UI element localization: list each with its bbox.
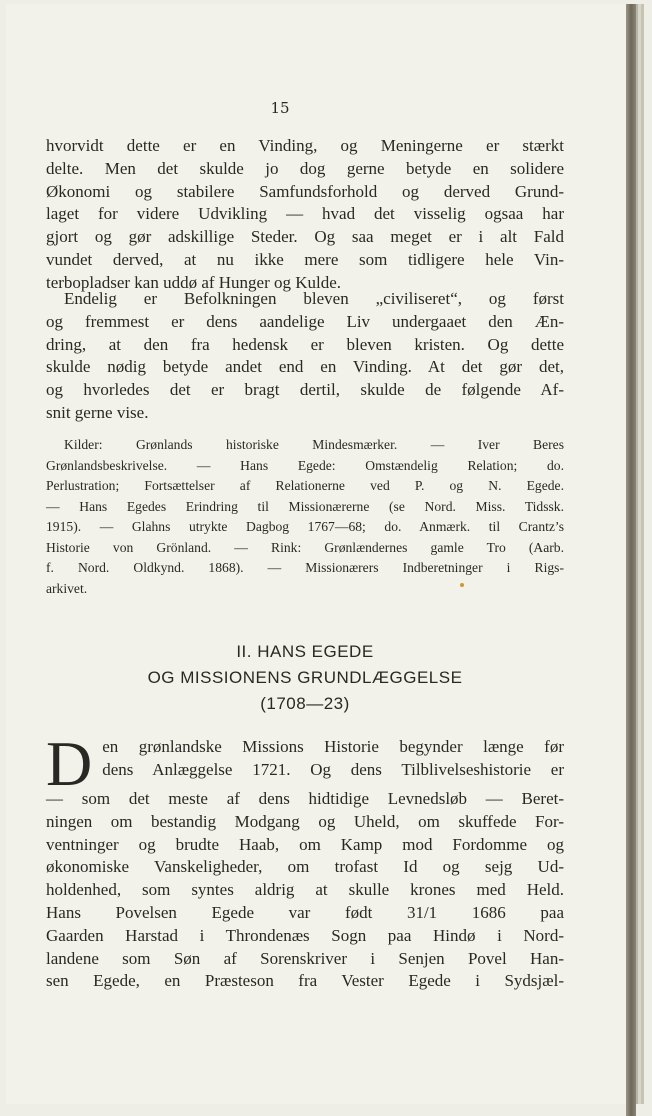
text-line: hvorvidt dette er en Vinding, og Meningerne er stærkt	[46, 136, 564, 155]
text-line: Gaarden Harstad i Throndenæs Sogn paa Hindø i Nord-	[46, 925, 564, 945]
text-line: ventninger og brudte Haab, om Kamp mod Fordomme og	[46, 834, 564, 854]
text-line: laget for videre Udvikling — hvad det visselig ogsaa har	[46, 204, 564, 224]
text-line: en grønlandske Missions Historie begynder længe før	[102, 737, 564, 756]
chapter-heading	[46, 642, 564, 714]
text-line: 1915). — Glahns utrykte Dagbog 1767—68; do. Anmærk. til Crantz’s	[46, 519, 564, 534]
text-line: delte. Men det skulde jo dog gerne betyde en solidere	[46, 158, 564, 178]
text-line: Endelig er Befolkningen bleven „civiliseret“, og først	[64, 289, 564, 308]
text-line: gjort og gør adskillige Steder. Og saa meget er i alt Fald	[46, 227, 564, 247]
text-line: Perlustration; Fortsættelser af Relationerne ved P. og N. Egede.	[46, 478, 564, 493]
text-line: holdenhed, som syntes aldrig at skulle krones med Held.	[46, 880, 564, 900]
text-line: sen Egede, en Præsteson fra Vester Egede i Sydsjæl-	[46, 971, 564, 991]
text-line: terbopladser kan uddø af Hunger og Kulde.	[46, 272, 342, 292]
chapter-number-title: II. HANS EGEDE	[236, 642, 374, 661]
text-line: ningen om bestandig Modgang og Uheld, om skuffede For-	[46, 811, 564, 831]
second-paragraph	[46, 288, 564, 425]
page-edge	[626, 4, 636, 1116]
text-line: og fremmest er dens aandelige Liv undergaaet den Æn-	[46, 311, 564, 331]
text-line: snit gerne vise.	[46, 402, 149, 422]
chapter-subtitle: OG MISSIONENS GRUNDLÆGGELSE	[147, 668, 463, 687]
text-line: Historie von Grönland. — Rink: Grønlændernes gamle Tro (Aarb.	[46, 539, 564, 555]
text-line: Økonomi og stabilere Samfundsforhold og derved Grund-	[46, 181, 564, 201]
text-line: arkivet.	[46, 580, 88, 596]
text-line: Grønlandsbeskrivelse. — Hans Egede: Omstændelig Relation; do.	[46, 457, 564, 473]
text-line: og hvorledes det er bragt dertil, skulde de følgende Af-	[46, 380, 564, 400]
intro-paragraph	[46, 135, 564, 295]
sources-note	[46, 435, 564, 599]
text-line: vundet derved, at nu ikke mere som tidligere hele Vin-	[46, 249, 564, 269]
text-line: dens Anlæggelse 1721. Og dens Tilblivelseshistorie er	[102, 759, 564, 779]
text-line: skulde nødig betyde andet end en Vinding. At det gør det,	[46, 357, 564, 377]
text-line: Hans Povelsen Egede var født 31/1 1686 paa	[46, 902, 564, 922]
text-line: landene som Søn af Sorenskriver i Senjen Povel Han-	[46, 948, 564, 968]
drop-cap: D	[46, 728, 93, 799]
body-text	[46, 728, 564, 993]
text-line: — Hans Egedes Erindring til Missionærerne (se Nord. Miss. Tidssk.	[46, 498, 564, 514]
ink-speck	[460, 583, 464, 587]
page-number: 15	[270, 99, 290, 117]
text-line: Kilder: Grønlands historiske Mindesmærker. — Iver Beres	[64, 437, 564, 452]
text-line: — som det meste af dens hidtidige Levnedsløb — Beret-	[46, 789, 564, 808]
text-line: f. Nord. Oldkynd. 1868). — Missionærers Indberetninger i Rigs-	[46, 560, 564, 575]
chapter-dates: (1708—23)	[260, 694, 350, 713]
text-line: dring, at den fra hedensk er bleven kristen. Og dette	[46, 334, 564, 354]
text-line: økonomiske Vanskeligheder, om trofast Id og sejg Ud-	[46, 857, 564, 877]
